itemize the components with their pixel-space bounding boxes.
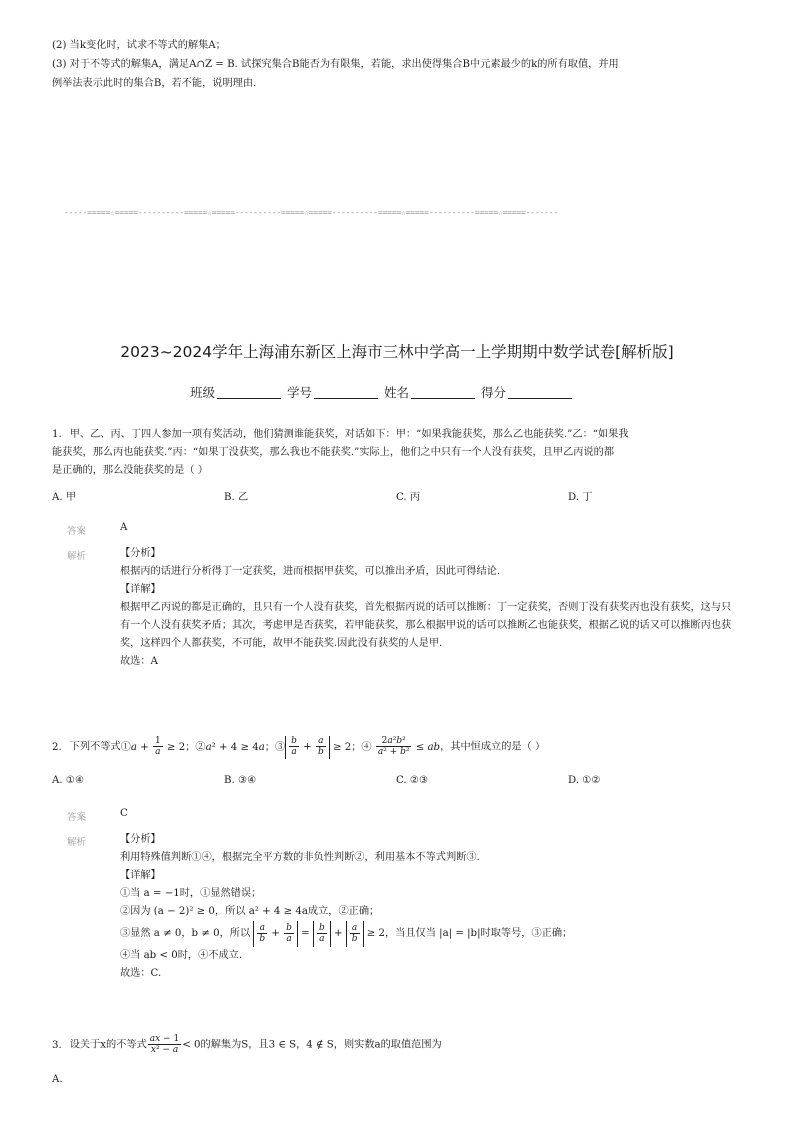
q1-option-c: C. 丙	[396, 492, 421, 503]
q3-lead: 设关于x的不等式	[69, 1039, 147, 1051]
q2-step3-tail: ，当且仅当 |a| = |b|时取等号，③正确；	[385, 928, 573, 939]
q1-answer: A	[120, 522, 128, 533]
q1-answer-label: 答案	[67, 526, 87, 537]
student-info-line	[190, 383, 574, 401]
q2-answer-label: 答案	[67, 812, 87, 823]
page-divider: -----=====☆=====----------=====☆=====----------=====☆=====----------=====☆=====----------=====☆=====-------	[64, 208, 558, 217]
q1-expl-detail: 根据甲乙丙说的都是正确的，且只有一个人没有获奖，首先根据丙说的话可以推断：丁一定获奖，否则丁没有获奖丙也没有获奖，这与只有一个人没有获奖矛盾；其次，考虑甲是否获奖，若甲能获奖，那么根据甲说的话可以推断乙也能获奖，根据乙说的话又可以推断丙也获奖，这样四个人都获奖，不可能，故甲不能获奖.因此没有获奖的人是甲.	[120, 602, 732, 649]
q2-inequalities: ①a + $\frac{1}{a}$ ≥ 2；②a² + 4 ≥ 4a；③ $\frac{b}{a}$ + $\frac{a}{b}$ ≥ 2；④ $\frac{\text{2a²b²}}{\text{a² + b²}}$ ≤ ab	[120, 736, 441, 757]
score-blank[interactable]	[508, 386, 572, 399]
name-label: 姓名	[384, 385, 410, 400]
q2-expl-step-1: ①当 a = −1时，①显然错误；	[120, 888, 262, 899]
id-label: 学号	[287, 385, 313, 400]
q1-expl-analysis-head: 【分析】	[120, 548, 161, 559]
q2-option-a: A. ①④	[52, 775, 85, 786]
q2-expl-conclusion: 故选：C.	[120, 968, 162, 979]
q2-expl-analysis-head: 【分析】	[120, 834, 161, 845]
q3-fraction: $\frac{ax - 1}{\text{x² − a}}$	[149, 1034, 180, 1055]
q1-option-a: A. 甲	[52, 492, 77, 503]
page-title: 2023~2024学年上海浦东新区上海市三林中学高一上学期期中数学试卷[解析版]	[120, 343, 674, 361]
question-3	[52, 1034, 740, 1057]
question-2	[52, 736, 740, 759]
q2-expl-step-4: ④当 ab < 0时，④不成立.	[120, 950, 243, 961]
top-line-3a: (3) 对于不等式的解集A，满足A∩Z = B. 试探究集合B能否为有限集，若能，求出使得集合B中元素最少的k的所有取值，并用	[52, 59, 619, 70]
q1-expl-conclusion: 故选：A	[120, 656, 158, 667]
q1-expl-analysis: 根据丙的话进行分析得丁一定获奖，进而根据甲获奖，可以推出矛盾，因此可得结论.	[120, 566, 501, 577]
q2-expl-detail-head: 【详解】	[120, 870, 161, 881]
top-line-2: (2) 当k变化时，试求不等式的解集A；	[52, 40, 226, 51]
q1-expl-detail-head: 【详解】	[120, 584, 161, 595]
q1-analysis-label: 解析	[67, 551, 87, 562]
q1-number: 1.	[52, 429, 62, 440]
q1-line-2: 能获奖，那么丙也能获奖.”丙：“如果丁没获奖，那么我也不能获奖.”实际上，他们之中只有一个人没有获奖，且甲乙丙说的都	[52, 447, 615, 458]
name-blank[interactable]	[411, 386, 475, 399]
q2-number: 2.	[52, 741, 62, 753]
score-label: 得分	[481, 385, 507, 400]
q2-tail: ，其中恒成立的是（ ）	[440, 741, 546, 753]
q2-expl-analysis: 利用特殊值判断①④，根据完全平方数的非负性判断②，利用基本不等式判断③.	[120, 852, 480, 863]
q2-explanation	[120, 831, 732, 983]
q2-option-d: D. ①②	[568, 775, 601, 786]
q3-tail: < 0的解集为S，且3 ∈ S，4 ∉ S，则实数a的取值范围为	[182, 1039, 442, 1051]
q1-option-b: B. 乙	[224, 492, 249, 503]
id-blank[interactable]	[314, 386, 378, 399]
q3-option-a: A.	[52, 1074, 63, 1085]
q1-explanation	[120, 545, 732, 671]
top-line-3b: 例举法表示此时的集合B，若不能，说明理由.	[52, 78, 257, 89]
q1-line-1: 甲、乙、丙、丁四人参加一项有奖活动，他们猜测谁能获奖，对话如下：甲：“如果我能获奖，那么乙也能获奖.”乙：“如果我	[69, 429, 629, 440]
class-label: 班级	[190, 385, 216, 400]
q2-option-b: B. ③④	[224, 775, 257, 786]
q2-analysis-label: 解析	[67, 837, 87, 848]
question-1	[52, 426, 740, 480]
q1-option-d: D. 丁	[568, 492, 593, 503]
q2-expl-step-2: ②因为 (a − 2)² ≥ 0，所以 a² + 4 ≥ 4a成立，②正确；	[120, 906, 380, 917]
q2-lead: 下列不等式	[69, 741, 121, 753]
q2-step3-lead: ③显然 a ≠ 0，b ≠ 0，所以	[120, 928, 251, 939]
class-blank[interactable]	[217, 386, 281, 399]
q3-number: 3.	[52, 1039, 62, 1051]
q2-answer: C	[120, 808, 128, 819]
q2-expl-step-3: ③显然 a ≠ 0，b ≠ 0，所以 $\frac{a}{b}$ + $\frac{b}{a}$ = $\frac{b}{a}$ + $\frac{a}{b}$ ≥ 2，当且仅当 |a| = |b|时取等号，③正确；	[120, 921, 732, 947]
q1-line-3: 是正确的，那么没能获奖的是（ ）	[52, 465, 209, 476]
q2-option-c: C. ②③	[396, 775, 429, 786]
